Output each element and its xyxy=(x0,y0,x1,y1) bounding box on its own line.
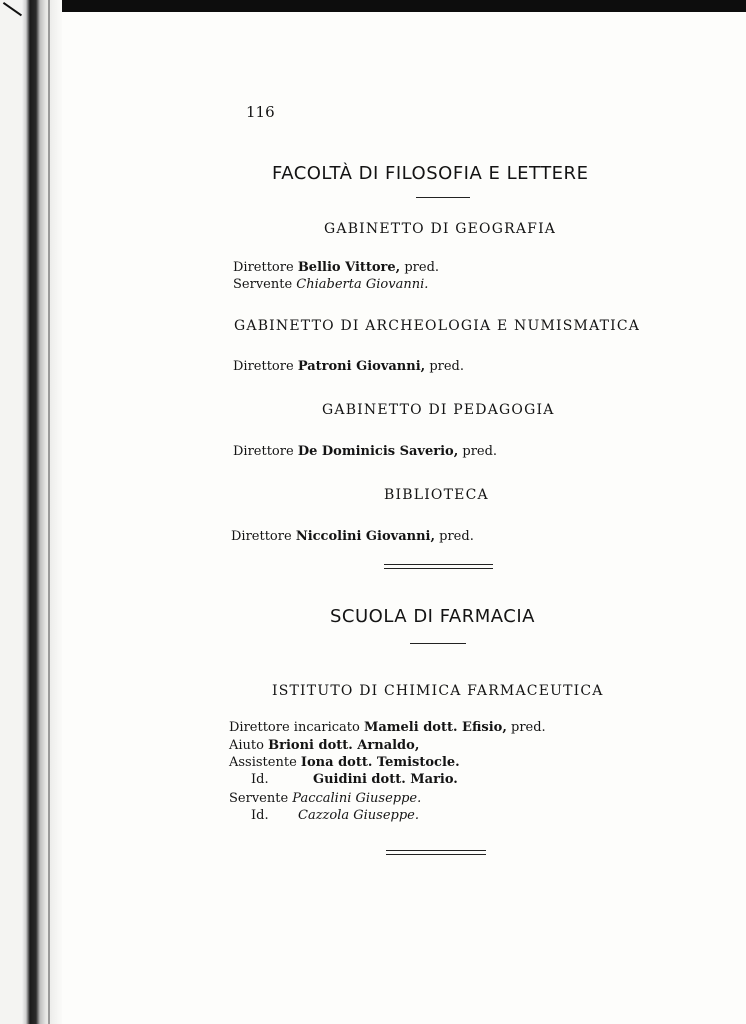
entry-note: pred. xyxy=(511,720,546,735)
entry-role: Direttore xyxy=(233,444,294,459)
entry-role: Id. xyxy=(251,808,269,823)
entry-name: Patroni Giovanni, xyxy=(297,359,426,374)
entry-name: Brioni dott. Arnaldo, xyxy=(268,738,420,753)
section-title-pedagogia: GABINETTO DI PEDAGOGIA xyxy=(322,402,555,418)
faculty-heading: FACOLTÀ DI FILOSOFIA E LETTERE xyxy=(272,163,589,184)
entry-line xyxy=(251,772,458,787)
entry-line xyxy=(233,260,439,275)
section-title-istituto: ISTITUTO DI CHIMICA FARMACEUTICA xyxy=(272,683,604,699)
section-title-geografia: GABINETTO DI GEOGRAFIA xyxy=(324,221,557,237)
entry-name: Paccalini Giuseppe. xyxy=(292,791,422,806)
entry-role: Servente xyxy=(233,277,293,292)
school-heading: SCUOLA DI FARMACIA xyxy=(330,606,535,627)
section-title-archeologia: GABINETTO DI ARCHEOLOGIA E NUMISMATICA xyxy=(234,318,641,334)
entry-note: pred. xyxy=(429,359,464,374)
entry-line xyxy=(229,755,460,770)
entry-name: Iona dott. Temistocle. xyxy=(300,755,460,770)
entry-line xyxy=(233,277,428,292)
entry-role: Id. xyxy=(251,772,269,787)
section-divider xyxy=(386,850,486,855)
entry-role: Servente xyxy=(229,791,289,806)
entry-role: Direttore xyxy=(233,260,294,275)
entry-name: Niccolini Giovanni, xyxy=(295,529,435,544)
entry-name: Chiaberta Giovanni. xyxy=(296,277,429,292)
scan-top-border xyxy=(0,0,746,12)
entry-note: pred. xyxy=(462,444,498,459)
entry-role: Direttore xyxy=(233,359,294,374)
entry-role: Direttore xyxy=(231,529,292,544)
entry-name: De Dominicis Saverio, xyxy=(297,444,459,459)
entry-role: Aiuto xyxy=(229,738,264,753)
entry-name: Guidini dott. Mario. xyxy=(313,772,458,787)
entry-role: Direttore incaricato xyxy=(229,720,360,735)
entry-note: pred. xyxy=(439,529,474,544)
entry-line xyxy=(229,738,419,753)
page-number: 116 xyxy=(246,103,275,121)
spine-edge-line xyxy=(48,0,50,1024)
book-spine-shadow xyxy=(0,0,62,1024)
entry-line xyxy=(229,791,421,806)
entry-role: Assistente xyxy=(229,755,297,770)
entry-line xyxy=(233,359,464,374)
heading-rule xyxy=(410,643,466,644)
entry-name: Mameli dott. Efisio, xyxy=(363,720,507,735)
entry-line xyxy=(251,808,419,823)
section-divider xyxy=(384,564,493,569)
entry-line xyxy=(229,720,546,735)
entry-line xyxy=(231,529,474,544)
section-title-biblioteca: BIBLIOTECA xyxy=(384,487,489,503)
entry-name: Cazzola Giuseppe. xyxy=(298,808,420,823)
entry-line xyxy=(233,444,497,459)
entry-name: Bellio Vittore, xyxy=(297,260,401,275)
entry-note: pred. xyxy=(404,260,440,275)
heading-rule xyxy=(416,197,470,198)
